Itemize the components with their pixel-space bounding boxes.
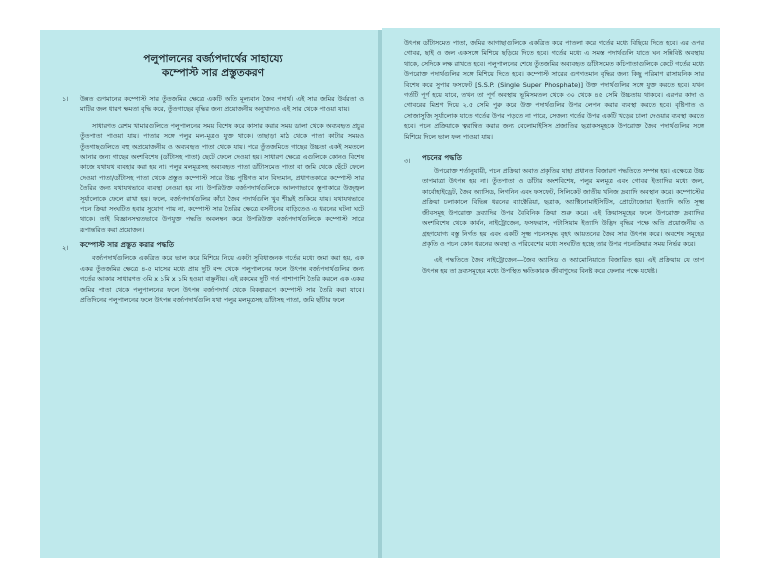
- section-1-paragraph-2: সাধারণত রেশম খামারগুলিতে পলুপালনের সময় বিশেষ করে কাসার করার সময় ডালা থেকে অব্যবহৃত প্রচুর তুঁতপাতা পাওয়া যায়। পাতার সঙ্গে পলুর মল-মূত্রও যুক্ত থাকে। তাছাড়া মাঠ থেকে পাতা কাটার সময়ও তুঁতগাছগুলিতে বহু অপ্রয়োজনীয় ও অব্যবহৃত পাতা থেকে যায়। পরে তুঁতজমিতে গাছের উচ্চতা একই সমতলে আনার জন্য গাছের অংশবিশেষ (ডাঁটাসহ পাতা) ছেটে ফেলে দেওয়া হয়। সাধারণ ক্ষেত্রে এগুলিকে কোনও বিশেষ কাজে যথাযথ ব্যবহার করা হয় না। পলুর মলমূত্রসহ অব্যবহৃত পাতা ডাঁটাসমেত পাতা বা জমি থেকে ছেঁটে ফেলে দেওয়া পাতা/ডাঁটাসহ পাতা থেকে প্রস্তুত কম্পোস্ট সারে উচ্চ পুষ্টিগত মান বিদ্যমান, প্রধাণতকারে কম্পোস্ট সার তৈরির জন্য যথাযথভাবে ব্যবস্থা নেওয়া হয় না। উপরিউক্ত বর্জ্যপদার্থগুলিকে আলগাভাবে স্তূপাকারে উজ্জ্বল সূর্যালোকে ফেলে রাখা হয়। ফলে, বর্জ্যপদার্থগুলির কাঁচা জৈব পদার্থগুলি খুব শীঘ্রই শুকিয়ে যায়। যথাযথভাবে পচন ক্রিয়া সংঘটিত হবার সুযোগ পায় না, কম্পোস্ট সার তৈরির ক্ষেত্রে বসনীনের বাড়িতেও এ ধরনের ঘটনা ঘটে থাকে। তাই বিজ্ঞানসম্মতভাবে উপযুক্ত পদ্ধতি অবলম্বন করে উপরিউক্ত বর্জ্যপদার্থগুলিকে কম্পোস্ট সারে রূপান্তরিত করা প্রয়োজন।: [80, 121, 364, 234]
- section-3-number: ৩।: [404, 157, 411, 166]
- title-line-2: কম্পোস্ট সার প্রস্তুতকরণ: [161, 67, 265, 79]
- section-3-heading: পচনের পদ্ধতি: [422, 153, 462, 163]
- section-3: [404, 152, 704, 276]
- section-2-paragraph-1: বর্জ্যপদার্থগুলিকে একত্রিত করে ভাল করে মিশিয়ে নিয়ে একটা সুবিধাজনক গর্তের মধ্যে জমা করা হয়, এক একর তুঁতজমির ক্ষেত্রে ৪-৫ মাসের মধ্যে প্রায় দুটি বন্দ থেকে পলুপালনের ফলে উৎপন্ন বর্জ্যপদার্থগুলির জন্য গর্তের আকার সাধারণত ৩মি x ১মি x ১মি হওয়া বাঞ্ছনীয়। এই রকমের দুটি গর্ত পাশাপাশি তৈরি করলে এক একর জমির পাতা থেকে পলুপালনের ফলে উৎপন্ন বর্জ্যপদার্থ থেকে বিকল্পরূপে কম্পোস্ট সার তৈরি করা যাবে। প্রতিদিনের পলুপালনের ফলে উৎপন্ন বর্জ্যপদার্থগুলি যথা পলুর মলমূত্রসহ ডাঁটাসহ পাতা, জমি ছাঁটার ফলে: [80, 254, 364, 304]
- section-1-paragraph-1: উন্নত গুণমানের কম্পোস্ট সার তুঁতজমির ক্ষেত্রে একটি অতি মূল্যবান জৈব পদার্থ। এই সার জমির উর্বরতা ও মাটির জল ধারণ ক্ষমতা বৃদ্ধি করে, তুঁতগাছের বৃদ্ধির জন্য প্রয়োজনীয় অনুখাদ্যও এই সার থেকে পাওয়া যায়।: [80, 95, 364, 114]
- section-2-number: ২।: [62, 244, 69, 253]
- document-title: [62, 52, 364, 80]
- right-intro-paragraph: উৎপন্ন ডাঁটাসমেত পাতা, জমির আগাছাগুলিকে একত্রিত করে পাতলা করে গর্তের মধ্যে বিছিয়ে দিতে হবে। এর ওপর গোবর, ছাই ও জল একসঙ্গে মিশিয়ে ছড়িয়ে দিতে হবে। গর্তের মধ্যে এ সমস্ত পদার্থগুলি যাতে ঘন সন্নিবিষ্ট অবস্থায় থাকে, সেদিকে লক্ষ রাখতে হবে। পলুপালনের শেষে তুঁতজমির অব্যবহৃত ডাঁটাসমেত কচিপাতাগুলিকে কেটে গর্তের মধ্যে উপরোক্ত পদার্থগুলির সঙ্গে মিশিয়ে দিতে হবে। কম্পোস্ট সারের গুণগতমান বৃদ্ধির জন্য কিছু পরিমাণ রাসায়নিক সার বিশেষ করে সুপার ফসফেট [S.S.P. (Single Super Phosphate)] উক্ত পদার্থগুলির সঙ্গে যুক্ত করতে হবে। যখন গর্তটি পূর্ণ হয়ে যাবে, তখন তা পূর্ণ অবস্থায় ভূমিসমতল থেকে ৩০ থেকে ৪৫ সেমি উচ্চতায় থাকবে। এরপর কাদা ও গোবরের মিশ্রণ দিয়ে ২.৫ সেমি পুরু করে উক্ত পদার্থগুলির উপর লেপন করার ব্যবস্থা করতে হবে। বৃষ্টিপাত ও সোজাসুজি সূর্যালোক যাতে গর্তের উপর পড়তে না পারে, সেজন্য গর্তের উপর একটি খড়ের চালা দেওয়ার ব্যবস্থা করতে হবে। পচন প্রক্রিয়াকে ত্বরান্বিত করার জন্য বেলোমাইসিস প্রজাতির ছত্রাকসমূহকে উপরোক্ত জৈব পদার্থগুলির সঙ্গে মিশিয়ে দিলে ভাল ফল পাওয়া যায়।: [404, 39, 704, 141]
- section-3-paragraph-1: উপরোক্ত শর্তানুযায়ী, পচন প্রক্রিয়া অবাত প্রকৃতির যাহা প্রধানত বিজারণ পদ্ধতিতে সম্পন্ন হয়। এক্ষেত্রে উচ্চ তাপমাত্রা উৎপন্ন হয় না। তুঁতপাতা ও ডাঁটার অংশবিশেষ, পলুর মলমূত্র এবং গোবর ইত্যাদির মধ্যে জল, কার্বোহাইড্রেট, জৈব অ্যাসিড, লিগনিন এবং ফসফেট, সিলিকেট জাতীয় খনিজ দ্রব্যাদি অবস্থান করে। কম্পোস্টের প্রক্রিয়া চলাকালে বিভিন্ন ধরনের ব্যাক্টেরিয়া, ছত্রাক, অ্যাক্টিনোমাইসিটিস, প্রোটোজোয়া ইত্যাদি অতি সূক্ষ্ম জীবসমূহ উপরোক্ত দ্রব্যাদির উপর বৈবিনিক ক্রিয়া শুরু করে। এই ক্রিয়াসমূহের ফলে উপরোক্ত দ্রব্যাদির অংশবিশেষ থেকে কার্বন, নাইট্রোজেন, ফসফরাস, পটাসিয়াম ইত্যাদি উদ্ভিদ বৃদ্ধির পক্ষে অতি প্রয়োজনীয় ও গ্রহণযোগ্য বস্তু নির্গত হয় এবং একটি সূক্ষ্ম পচনসমৃদ্ধ বৃহৎ আয়তনের জৈব সার উৎপন্ন করে। অবশেষ সমূহের প্রকৃতি ও পচন কোন ধরনের অবস্থা ও পরিবেশের মধ্যে সংঘটিত হচ্ছে তার উপর পচনক্রিয়ার সময় নির্ভর করে।: [422, 167, 704, 248]
- left-page: [40, 30, 378, 558]
- section-3-paragraph-2: এই পদ্ধতিতে জৈব নাইট্রোজেন—জৈব অ্যাসিড ও অ্যামোনিয়াতে বিজারিত হয়। এই প্রক্রিয়ায় যে তাপ উৎপন্ন হয় তা দ্রব্যসমূহের মধ্যে উপস্থিত ক্ষতিকারক জীবাণুদের বিনষ্ট করে ফেলার পক্ষে যথেষ্ট।: [422, 256, 704, 275]
- section-2: [62, 239, 364, 305]
- title-line-1: পলুপালনের বর্জ্যপদার্থের সাহায্যে: [143, 53, 283, 65]
- section-2-heading: কম্পোস্ট সার প্রস্তুত করার পদ্ধতি: [80, 240, 175, 250]
- section-1: [62, 94, 364, 235]
- section-1-number: ১।: [62, 95, 69, 103]
- right-page: [382, 28, 720, 558]
